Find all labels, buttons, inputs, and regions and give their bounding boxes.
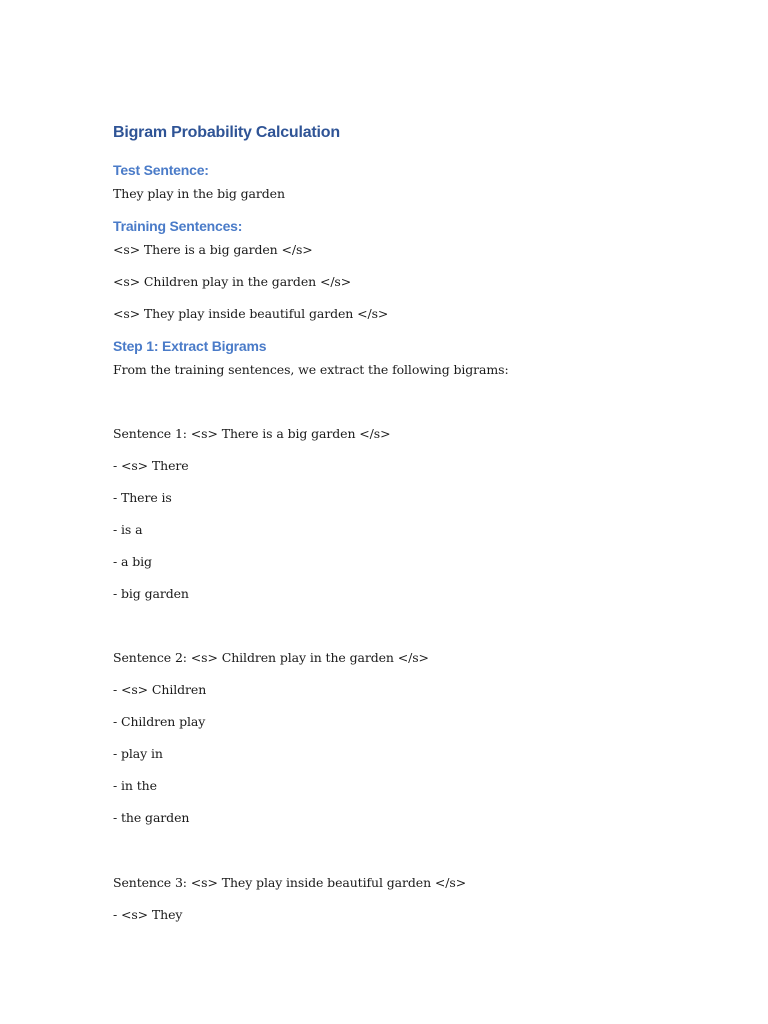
- step1-heading: Step 1: Extract Bigrams: [113, 338, 267, 354]
- sentence1-bigram: - big garden: [113, 586, 189, 601]
- step1-intro: From the training sentences, we extract the following bigrams:: [113, 362, 509, 377]
- document-title: Bigram Probability Calculation: [113, 124, 340, 141]
- sentence2-bigram: - Children play: [113, 714, 206, 729]
- sentence2-label: Sentence 2: <s> Children play in the garden </s>: [113, 650, 429, 665]
- sentence1-bigram: - <s> There: [113, 458, 189, 473]
- training-sentences-heading: Training Sentences:: [113, 218, 243, 234]
- test-sentence-text: They play in the big garden: [113, 186, 285, 201]
- sentence3-label: Sentence 3: <s> They play inside beautiful garden </s>: [113, 875, 467, 890]
- training-sentence-1: <s> There is a big garden </s>: [113, 242, 313, 257]
- sentence2-bigram: - play in: [113, 746, 163, 761]
- training-sentence-2: <s> Children play in the garden </s>: [113, 274, 352, 289]
- sentence1-bigram: - a big: [113, 554, 152, 569]
- sentence1-bigram: - is a: [113, 522, 143, 537]
- sentence2-bigram: - the garden: [113, 810, 190, 825]
- sentence3-bigram: - <s> They: [113, 907, 183, 922]
- test-sentence-heading: Test Sentence:: [113, 162, 209, 178]
- training-sentence-3: <s> They play inside beautiful garden </s>: [113, 306, 389, 321]
- sentence1-bigram: - There is: [113, 490, 172, 505]
- sentence1-label: Sentence 1: <s> There is a big garden </s>: [113, 426, 391, 441]
- sentence2-bigram: - <s> Children: [113, 682, 207, 697]
- sentence2-bigram: - in the: [113, 778, 157, 793]
